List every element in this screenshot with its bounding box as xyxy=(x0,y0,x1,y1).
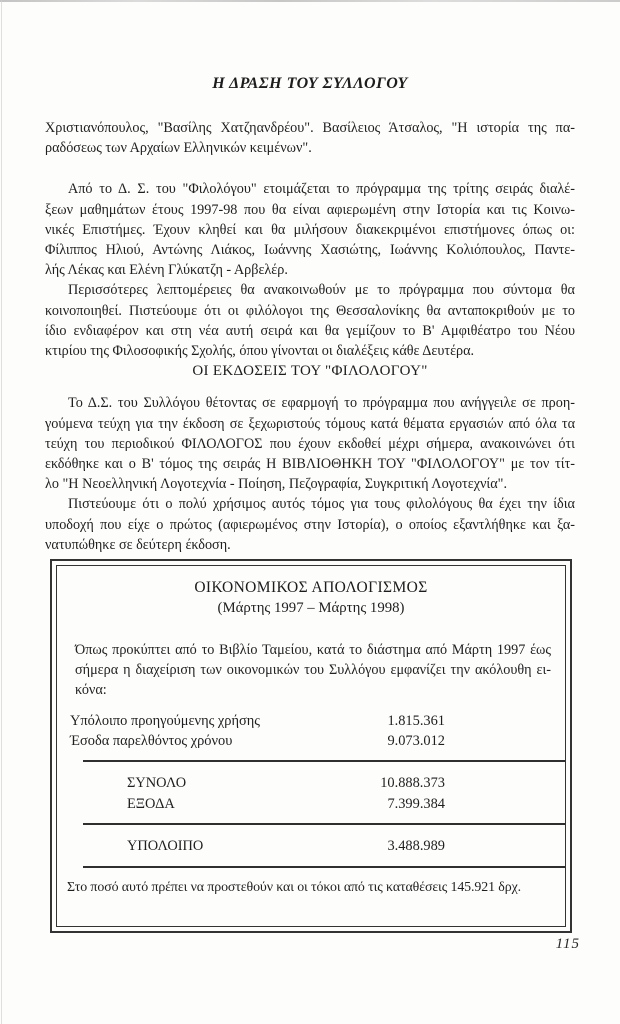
text-line: ίδιο ενδιαφέρον και στη νέα αυτή σειρά και θα γεμίζουν το Β' Αμφιθέατρο του Νέου xyxy=(45,322,575,339)
row-value: 10.888.373 xyxy=(380,775,445,792)
text-line: ξεων μαθημάτων έτους 1997-98 που θα είναι αφιερωμένη στην Ιστορία και τις Κοινω- xyxy=(45,201,575,218)
text-line: λής Λέκας και Ελένη Γλύκατζη - Αρβελέρ. xyxy=(45,262,288,279)
row-value: 1.815.361 xyxy=(387,712,445,729)
text-line: σήμερα η διαχείριση των οικονομικών του Συλλόγου εμφανίζει την ακόλουθη ει- xyxy=(75,662,551,679)
paragraph-lecture-program xyxy=(45,179,575,280)
row-value: 9.073.012 xyxy=(387,733,445,750)
text-line: γούμενα τεύχη για την έκδοση σε ξεχωριστούς τόμους κατά θέματα εργασιών από όλα τα xyxy=(45,415,575,432)
report-row xyxy=(57,836,565,856)
scan-edge-artifact-left xyxy=(1,0,2,1024)
row-value: 3.488.989 xyxy=(387,838,445,855)
text-line: Περισσότερες λεπτομέρειες θα ανακοινωθούν με το πρόγραμμα που σύντομα θα xyxy=(68,282,575,299)
report-row xyxy=(57,794,565,814)
report-note: Στο ποσό αυτό πρέπει να προστεθούν και οι τόκοι από τις καταθέσεις 145.921 δρχ. xyxy=(67,879,522,895)
page-number: 115 xyxy=(555,936,580,952)
text-line: ραδόσεως των Αρχαίων Ελληνικών κειμένων". xyxy=(45,140,312,157)
text-line: Το Δ.Σ. του Συλλόγου θέτοντας σε εφαρμογή το πρόγραμμα που ανήγγειλε σε προη- xyxy=(68,395,575,412)
page-content xyxy=(45,0,575,933)
paragraph-reception xyxy=(45,494,575,555)
row-label: Υπόλοιπο προηγούμενης χρήσης xyxy=(70,712,260,729)
text-line: τεύχη του περιοδικού ΦΙΛΟΛΟΓΟΣ που έχουν εκδοθεί μέχρι σήμερα, ανακοινώνει ότι xyxy=(45,435,575,452)
section-heading-editions: ΟΙ ΕΚΔΟΣΕΙΣ ΤΟΥ "ΦΙΛΟΛΟΓΟΥ" xyxy=(192,363,428,380)
table-rule xyxy=(83,823,565,825)
financial-report-box xyxy=(50,559,572,933)
table-rule xyxy=(83,760,565,762)
page-title: Η ΔΡΑΣΗ ΤΟΥ ΣΥΛΛΟΓΟΥ xyxy=(212,75,408,92)
report-rows-opening xyxy=(57,711,565,752)
row-label: ΣΥΝΟΛΟ xyxy=(127,775,187,792)
text-line: Από το Δ. Σ. του "Φιλολόγου" ετοιμάζεται το πρόγραμμα της τρίτης σειράς διαλέ- xyxy=(68,181,575,198)
text-line: κτιρίου της Φιλοσοφικής Σχολής, όπου γίνονται οι διαλέξεις κάθε Δευτέρα. xyxy=(45,343,475,360)
report-table xyxy=(57,711,565,868)
text-line: νικές Επιστήμες. Έχουν κληθεί και θα μιλήσουν διακεκριμένοι επιστήμονες όπως οι: xyxy=(45,221,575,238)
report-row xyxy=(57,731,565,751)
text-line: Φίλιππος Ηλιού, Αντώνης Λιάκος, Ιωάννης Χασιώτης, Ιωάννης Κολιόπουλος, Παντε- xyxy=(45,242,575,259)
text-line: κόνα: xyxy=(75,682,107,699)
financial-report-inner-frame xyxy=(56,565,566,927)
text-line: λο "Η Νεοελληνική Λογοτεχνία - Ποίηση, Πεζογραφία, Συγκριτική Λογοτεχνία". xyxy=(45,476,508,493)
report-row xyxy=(57,711,565,731)
text-line: κοινοποιηθεί. Πιστεύουμε ότι οι φιλόλογοι της Θεσσαλονίκης θα ανταποκριθούν με το xyxy=(45,302,575,319)
report-rows-totals xyxy=(57,773,565,814)
paragraph-continuation xyxy=(45,118,575,158)
text-line: Όπως προκύπτει από το Βιβλίο Ταμείου, κατά το διάστημα από Μάρτη 1997 έως xyxy=(75,642,551,659)
row-label: ΥΠΟΛΟΙΠΟ xyxy=(127,838,204,855)
row-label: Έσοδα παρελθόντος χρόνου xyxy=(70,733,233,750)
report-title: ΟΙΚΟΝΟΜΙΚΟΣ ΑΠΟΛΟΓΙΣΜΟΣ xyxy=(194,579,428,597)
report-period: (Μάρτης 1997 – Μάρτης 1998) xyxy=(217,600,405,617)
text-line: Πιστεύουμε ότι ο πολύ χρήσιμος αυτός τόμος για τους φιλολόγους θα έχει την ίδια xyxy=(68,496,575,513)
paragraph-program-details xyxy=(45,280,575,361)
row-label: ΕΞΟΔΑ xyxy=(127,795,175,812)
table-rule xyxy=(83,866,565,868)
text-line: Χριστιανόπουλος, "Βασίλης Χατζηανδρέου". Βασίλειος Άτσαλος, "Η ιστορία της πα- xyxy=(45,120,575,136)
report-rows-balance xyxy=(57,836,565,856)
paragraph-editions xyxy=(45,393,575,494)
report-row xyxy=(57,773,565,793)
text-line: νατυπώθηκε σε δεύτερη έκδοση. xyxy=(45,536,231,553)
report-intro xyxy=(75,640,551,701)
text-line: εκδόθηκε και ο Β' τόμος της σειράς Η ΒΙΒΛΙΟΘΗΚΗ ΤΟΥ "ΦΙΛΟΛΟΓΟΥ" με τον τίτ- xyxy=(45,456,575,473)
text-line: υποδοχή που είχε ο πρώτος (αφιερωμένος στην Ιστορία), ο οποίος εξαντλήθηκε και ξα- xyxy=(45,516,575,533)
row-value: 7.399.384 xyxy=(387,795,445,812)
